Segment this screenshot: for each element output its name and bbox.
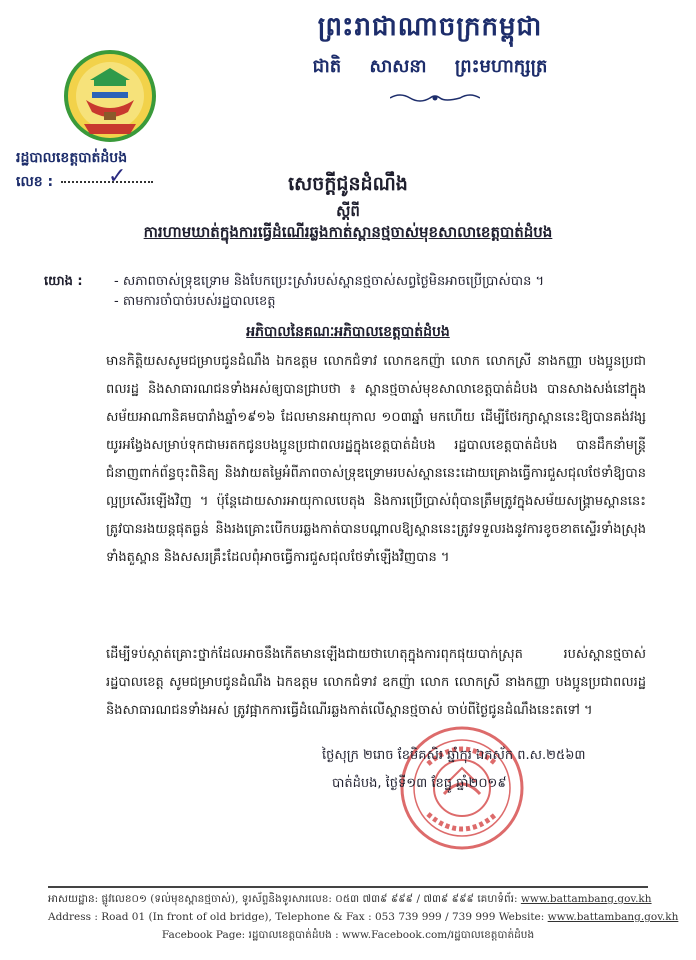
notice-body-paragraph-2 [106,628,646,738]
website-link[interactable]: www.battambang.gov.kh [547,911,679,923]
issuing-administration: រដ្ឋបាលខេត្តបាត់ដំបង [16,150,128,166]
reference-row [44,292,664,312]
reference-item: - តាមការចាំបាច់របស់រដ្ឋបាលខេត្ត [114,294,276,309]
reference-section-label: យោង : [44,274,83,289]
date-block [322,742,662,798]
footer-divider [48,886,648,888]
notice-body-paragraph-1 [106,348,646,572]
body-paragraph: ដើម្បីទប់ស្កាត់គ្រោះថ្នាក់ដែលអាចនឹងកើតមានឡើងជាយថាហេតុក្នុងការពុកផុយបាក់ស្រុត របស់ស្ពានថ្មចាស់ រដ្ឋបាលខេត្ត សូមជម្រាបជូនដំណឹង ឯកឧត្តម លោកជំទាវ ឧកញ៉ា លោក លោកស្រី នាងកញ្ញា បងប្អូនប្រជាពលរដ្ឋ និងសាធារណជនទាំងអស់ ត្រូវផ្អាកការធ្វើដំណើរឆ្លងកាត់លើស្ពានថ្មចាស់ ចាប់ពីថ្ងៃជូនដំណឹងនេះតទៅ ។ [106,647,646,718]
provincial-emblem-icon [64,50,156,146]
footer-facebook: Facebook Page: រដ្ឋបាលខេត្តបាត់ដំបង : www.Facebook.com/រដ្ឋបាលខេត្តបាត់ដំបង [161,929,535,941]
reference-row [44,272,664,292]
kingdom-header [200,10,660,81]
footer-khmer-address: អាសយដ្ឋាន: ផ្លូវលេខ០១ (ទល់មុខស្ពានថ្មចាស់), ទូរស័ព្ទនិងទូរសារលេខ: ០៥៣ ៧៣៩ ៩៩៩ / ៧៣៩ ៩៩៩ គេហទំព័រ: www.battambang.gov.kh [48,893,652,905]
body-paragraph: មានកិត្តិយសសូមជម្រាបជូនដំណឹង ឯកឧត្តម លោកជំទាវ លោកឧកញ៉ា លោក លោកស្រី នាងកញ្ញា បងប្អូនប្រជាពលរដ្ឋ និងសាធារណជនទាំងអស់ឲ្យបានជ្រាបថា ៖ ស្ពានថ្មចាស់មុខសាលាខេត្តបាត់ដំបង បានសាងសង់នៅក្នុងសម័យអាណានិគមបារាំងឆ្នាំ១៩១៦ ដែលមានអាយុកាល ១០៣ឆ្នាំ មកហើយ ដើម្បីថែរក្សាស្ពាននេះឱ្យបានគង់វង្សយូរអង្វែងសម្រាប់ទុកជាមរតកជូនបងប្អូនប្រជាពលរដ្ឋក្នុងខេត្តបាត់ដំបង រដ្ឋបាលខេត្តបាត់ដំបង បានដឹកនាំមន្ត្រីជំនាញពាក់ព័ន្ធចុះពិនិត្យ និងវាយតម្លៃអំពីភាពចាស់ទ្រុឌទ្រោមរបស់ស្ពាននេះដោយគ្រោងធ្វើការជួសជុលថែទាំឱ្យបានល្អប្រសើរឡើងវិញ ។ ប៉ុន្តែដោយសារអាយុកាលបេតុង និងការប្រើប្រាស់ពុំបានត្រឹមត្រូវក្នុងសម័យសង្គ្រាមស្ពាននេះត្រូវបានរងយន្តផុតធ្ងន់ និងរងគ្រោះបើកបរឆ្លងកាត់បានបណ្តាលឱ្យស្ពាននេះត្រូវទទួលរងនូវការខូចខាតស្ទើរទាំងស្រុងទាំងតួស្ពាន និងសសរគ្រឹះដែលពុំអាចធ្វើការជួសជុលថែទាំឡើងវិញបាន ។ [106,354,646,565]
notice-about: ស្តីពី [336,202,360,220]
reference-label: លេខ : [16,174,54,190]
references-block [44,272,664,312]
kingdom-title: ព្រះរាជាណាចក្រកម្ពុជា [317,12,543,42]
national-motto: ជាតិ សាសនា ព្រះមហាក្សត្រ [312,56,548,77]
lunar-date: ថ្ងៃសុក្រ ២រោច ខែមិគសិរ ឆ្នាំកុរ ឯកស័ក ព.ស.២៥៦៣ [322,748,586,763]
website-link[interactable]: www.battambang.gov.kh [520,893,652,905]
notice-title: សេចក្តីជូនដំណឹង [288,173,408,195]
notice-subject: ការហាមឃាត់ក្នុងការធ្វើដំណើរឆ្លងកាត់ស្ពានថ្មចាស់មុខសាលាខេត្តបាត់ដំបង [143,223,553,241]
footer [48,890,679,944]
solar-date: បាត់ដំបង, ថ្ងៃទី១៣ ខែធ្នូ ឆ្នាំ២០១៩ [332,776,507,791]
reference-item: - សភាពចាស់ទ្រុឌទ្រោម និងបែកប្រេះស្រាំរបស់ស្ពានថ្មចាស់សព្វថ្ងៃមិនអាចប្រើប្រាស់បាន ។ [114,274,545,289]
tack-ornament-icon [390,92,480,104]
footer-english-address: Address : Road 01 (In front of old bridge), Telephone & Fax : 053 739 999 / 739 999 Website: www.battambang.gov.kh [48,911,679,923]
governor-heading: អភិបាលនៃគណៈអភិបាលខេត្តបាត់ដំបង [246,324,450,340]
handwritten-check-icon: ✓ [108,164,127,189]
